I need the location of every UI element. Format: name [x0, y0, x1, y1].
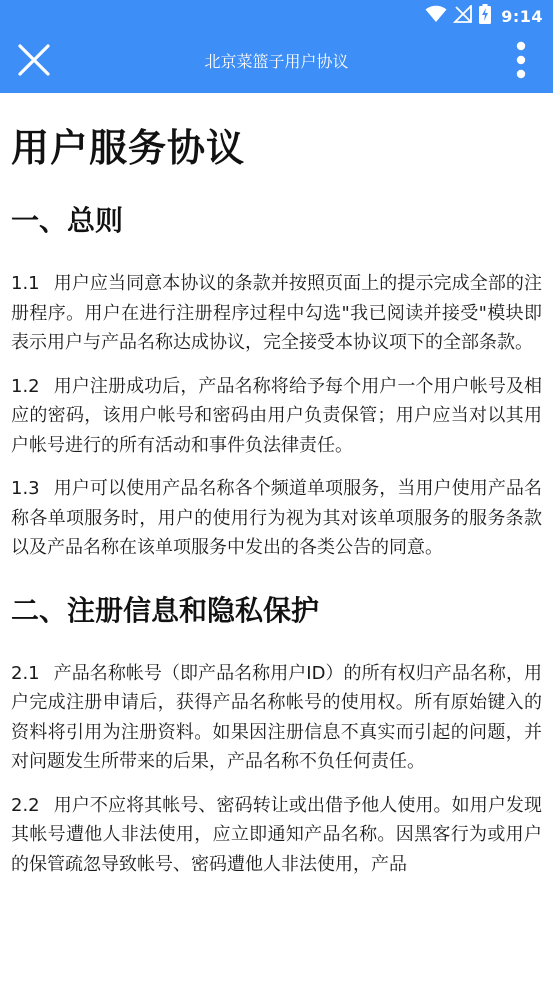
more-vert-icon	[516, 41, 526, 83]
clause-text: 用户应当同意本协议的条款并按照页面上的提示完成全部的注册程序。用户在进行注册程序过程中勾选"我已阅读并接受"模块即表示用户与产品名称达成协议，完全接受本协议项下的全部条款。	[11, 273, 542, 353]
clause-text: 用户不应将其帐号、密码转让或出借予他人使用。如用户发现其帐号遭他人非法使用，应立即通知产品名称。因黑客行为或用户的保管疏忽导致帐号、密码遭他人非法使用，产品	[11, 794, 542, 875]
status-bar	[0, 0, 553, 31]
more-options-button[interactable]	[503, 40, 539, 84]
clause-number: 1.1	[11, 273, 40, 294]
clause-paragraph	[11, 791, 542, 880]
clause-paragraph	[11, 659, 542, 777]
clause-number: 1.2	[11, 375, 40, 397]
section-heading: 二、注册信息和隐私保护	[11, 593, 320, 627]
status-time: 9:14	[501, 6, 543, 26]
clause-text: 产品名称帐号（即产品名称用户ID）的所有权归产品名称，用户完成注册申请后，获得产品名称帐号的使用权。所有原始键入的资料将引用为注册资料。如果因注册信息不真实而引起的问题，并对问题发生所带来的后果，产品名称不负任何责任。	[11, 662, 542, 772]
battery-charging-icon	[479, 4, 491, 28]
clause-text: 用户注册成功后，产品名称将给予每个用户一个用户帐号及相应的密码，该用户帐号和密码由用户负责保管；用户应当对以其用户帐号进行的所有活动和事件负法律责任。	[11, 375, 542, 456]
no-signal-icon	[453, 5, 473, 27]
clause-paragraph	[11, 269, 542, 358]
page-title: 北京菜篮子用户协议	[204, 52, 349, 71]
clause-number: 2.1	[11, 662, 40, 684]
agreement-article	[0, 93, 553, 879]
close-icon	[17, 43, 51, 81]
clause-number: 2.2	[11, 794, 40, 816]
clause-paragraph	[11, 372, 542, 461]
wifi-icon	[425, 5, 447, 27]
document-title: 用户服务协议	[11, 126, 246, 170]
clause-text: 用户可以使用产品名称各个频道单项服务，当用户使用产品名称各单项服务时，用户的使用行为视为其对该单项服务的服务条款以及产品名称在该单项服务中发出的各类公告的同意。	[11, 478, 542, 558]
clause-paragraph	[11, 474, 542, 563]
status-icons	[425, 4, 543, 28]
agreement-content[interactable]	[0, 93, 553, 983]
section-heading: 一、总则	[11, 204, 124, 237]
clause-number: 1.3	[11, 478, 40, 499]
close-button[interactable]	[10, 38, 58, 86]
toolbar	[0, 31, 553, 93]
